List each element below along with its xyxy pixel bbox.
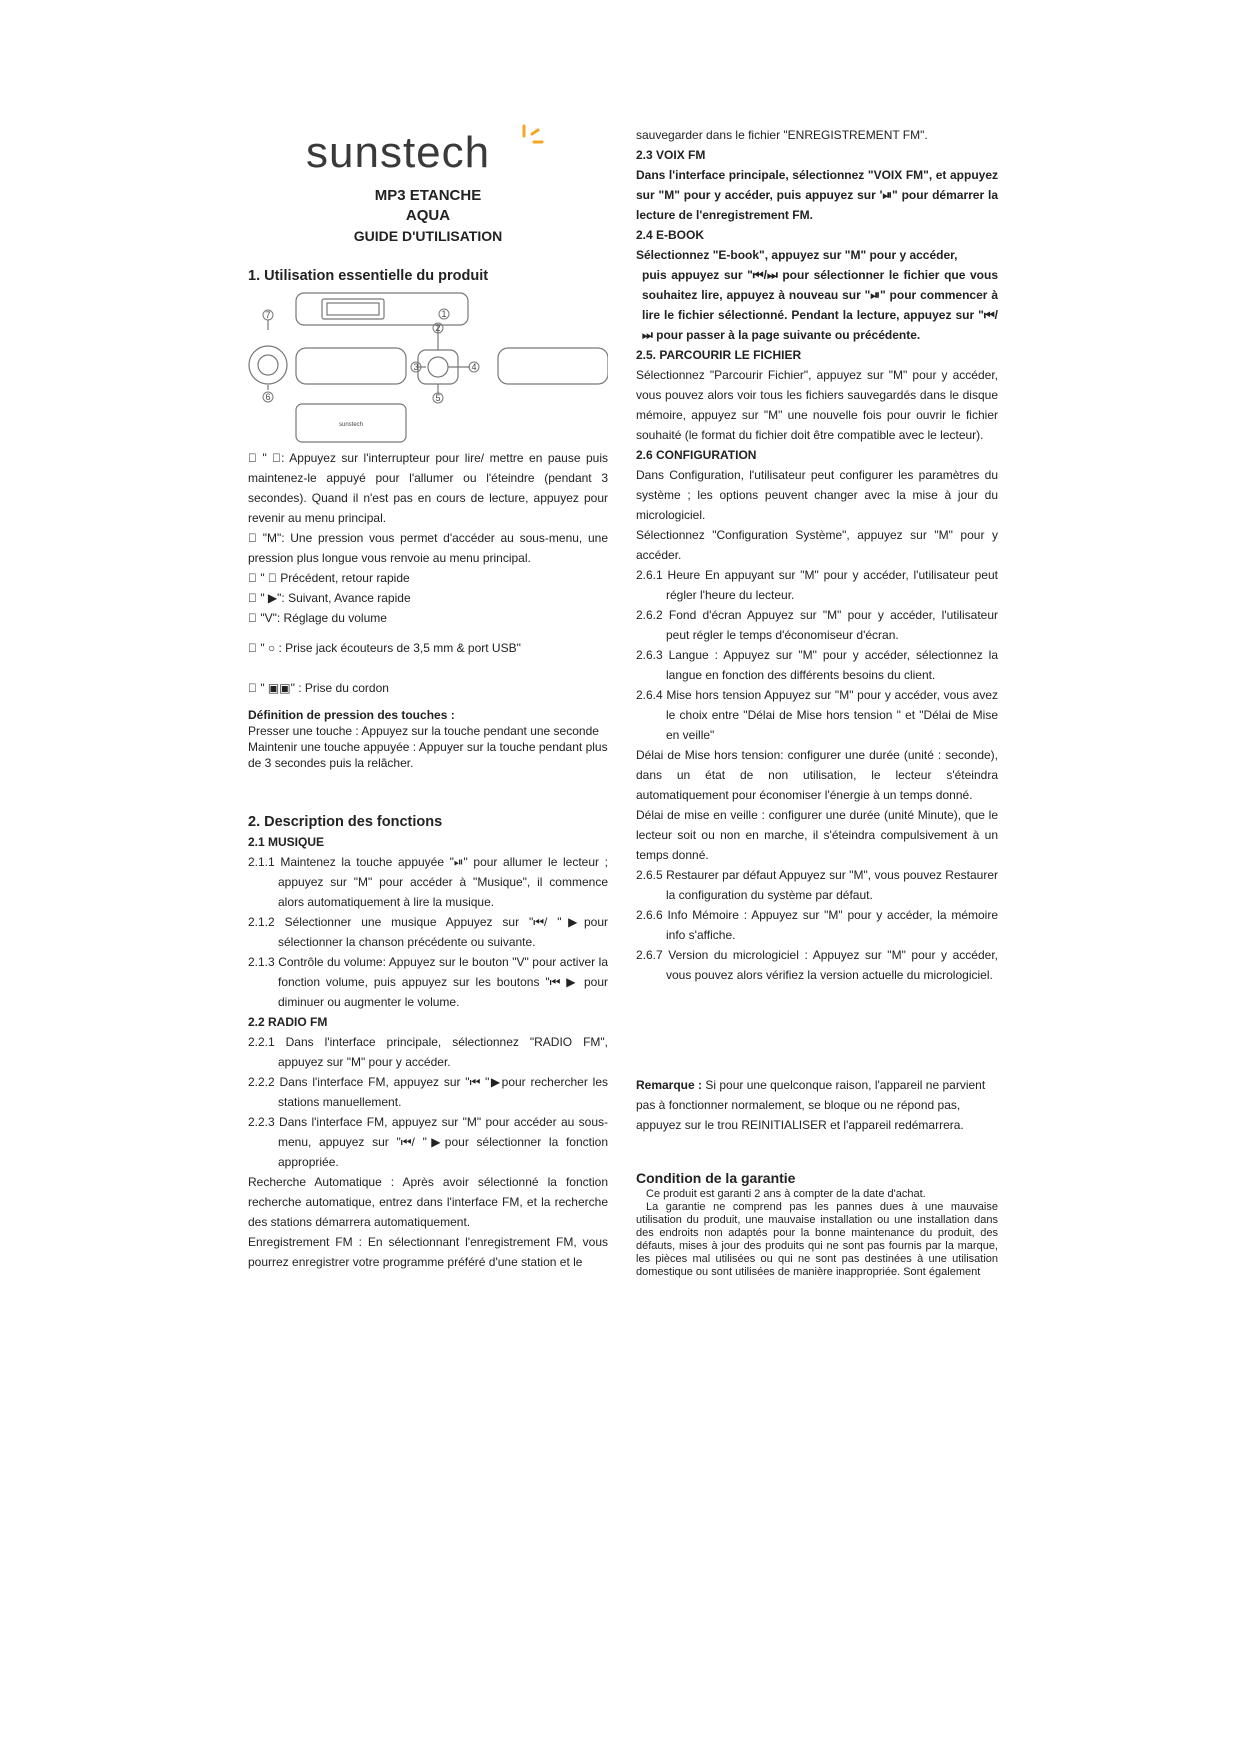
button-desc-m:   "M": Une pression vous permet d'accéder au sous-menu, une pression plus longue vous renvoie au menu principal. [248, 531, 608, 565]
garantie-body [636, 1188, 998, 1279]
button-desc-cord:   " ▣▣" : Prise du cordon [248, 681, 389, 695]
brand-logo [306, 128, 566, 178]
key-definitions [248, 707, 608, 771]
button-desc-play:   " ⏯: Appuyez sur l'interrupteur pour lire/ mettre en pause puis maintenez-le appuyé pour l'allumer ou l'éteindre (pendant 3 secondes). Quand il n'est pas en cours de lecture, appuyez pour revenir au menu principal. [248, 451, 608, 525]
config-delai-hors-tension: Délai de Mise hors tension: configurer une durée (unité : seconde), dans un état de non utilisation, le lecteur s'éteindra automatiquement pour économiser l'énergie à un temps donné. [636, 748, 998, 802]
config-item: 2.6.5 Restaurer par défaut Appuyez sur "M", vous pouvez Restaurer la configuration du système par défaut. [636, 868, 998, 902]
guide-title: GUIDE D'UTILISATION [353, 228, 503, 244]
voix-title: 2.3 VOIX FM [636, 148, 706, 162]
buttons-list [248, 448, 608, 698]
remarque-label: Remarque : [636, 1078, 703, 1092]
definition-hold: Maintenir une touche appuyée : Appuyer sur la touche pendant plus de 3 secondes puis la relâcher. [248, 740, 608, 770]
product-title: MP3 ETANCHE [374, 187, 482, 204]
garantie-duration: Ce produit est garanti 2 ans à compter de la date d'achat. [646, 1188, 926, 1200]
button-desc-prev:   " ⏮ Précédent, retour rapide [248, 571, 410, 585]
config-intro-select: Sélectionnez "Configuration Système", appuyez sur "M" pour y accéder. [636, 528, 998, 562]
diagram-callout-4: 4 [471, 362, 477, 372]
config-delai-veille: Délai de mise en veille : configurer une durée (unité Minute), que le lecteur soit ou non en marche, il s'éteindra compulsivement à un temps donné. [636, 808, 998, 862]
radio-item: 2.2.1 Dans l'interface principale, sélectionnez "RADIO FM", appuyez sur "M" pour y accéder. [248, 1035, 608, 1069]
musique-item: 2.1.2 Sélectionner une musique Appuyez sur "⏮/ "▶pour sélectionner la chanson précédente ou suivante. [248, 915, 608, 949]
diagram-callout-3: 3 [413, 362, 419, 372]
ebook-text: puis appuyez sur "⏮/⏭ pour sélectionner le fichier que vous souhaitez lire, appuyez à nouveau sur "⏯" pour commencer à lire le fichier sélectionné. Pendant la lecture, appuyez sur "⏮/⏭ pour passer à la page suivante ou précédente. [642, 268, 998, 342]
radio-auto-search: Recherche Automatique : Après avoir sélectionné la fonction recherche automatique, entrez dans l'interface FM, et la recherche des stations démarrera automatiquement. [248, 1175, 608, 1229]
diagram-callout-2: 2 [435, 323, 441, 333]
garantie-title: Condition de la garantie [636, 1170, 796, 1186]
ebook-title: 2.4 E-BOOK [636, 228, 705, 242]
radio-recording-continued: sauvegarder dans le fichier "ENREGISTREMENT FM". [636, 128, 928, 142]
garantie-text: La garantie ne comprend pas les pannes dues à une mauvaise utilisation du produit, une mauvaise installation ou une installation dans des endroits non adaptés pour la bonne maintenance du produit, des défauts, mises à jour des produits qui ne sont pas fournis par la marque, les pièces mal utilisées ou qui ne sont pas destinées à une utilisation domestique ou sont utilisées de manière inappropriée. Sont également [636, 1201, 998, 1278]
config-title: 2.6 CONFIGURATION [636, 448, 757, 462]
radio-recording: Enregistrement FM : En sélectionnant l'enregistrement FM, vous pourrez enregistrer votre programme préféré d'une station et le [248, 1235, 608, 1269]
product-subtitle: AQUA [405, 207, 451, 224]
musique-item: 2.1.1 Maintenez la touche appuyée "⏯" pour allumer le lecteur ; appuyez sur "M" pour accéder à "Musique", il commence alors automatiquement à lire la musique. [248, 855, 608, 909]
button-desc-next:   " ▶": Suivant, Avance rapide [248, 591, 411, 605]
remarque [636, 1075, 998, 1135]
config-item: 2.6.3 Langue : Appuyez sur "M" pour y accéder, sélectionnez la langue en fonction des différents besoins du client. [636, 648, 998, 682]
radio-item: 2.2.2 Dans l'interface FM, appuyez sur "⏮ "▶pour rechercher les stations manuellement. [248, 1075, 608, 1109]
radio-title: 2.2 RADIO FM [248, 1015, 328, 1029]
definition-press: Presser une touche : Appuyez sur la touche pendant une seconde [248, 724, 599, 738]
definition-title: Définition de pression des touches : [248, 708, 455, 722]
config-item: 2.6.2 Fond d'écran Appuyez sur "M" pour y accéder, l'utilisateur peut régler le temps d'économiseur d'écran. [636, 608, 998, 642]
voix-text: Dans l'interface principale, sélectionnez "VOIX FM", et appuyez sur "M" pour y accéder, puis appuyez sur '⏯" pour démarrer la lecture de l'enregistrement FM. [636, 168, 998, 222]
radio-item: 2.2.3 Dans l'interface FM, appuyez sur "M" pour accéder au sous-menu, appuyez sur "⏮/ "▶pour sélectionner la fonction appropriée. [248, 1115, 608, 1169]
device-diagram [248, 290, 608, 445]
musique-item: 2.1.3 Contrôle du volume: Appuyez sur le bouton "V" pour activer la fonction volume, puis appuyez sur les boutons "⏮ ▶ pour diminuer ou augmenter le volume. [248, 955, 608, 1009]
button-desc-jack:   " ○ : Prise jack écouteurs de 3,5 mm & port USB" [248, 641, 521, 655]
config-item: 2.6.6 Info Mémoire : Appuyez sur "M" pour y accéder, la mémoire info s'affiche. [636, 908, 998, 942]
musique-title: 2.1 MUSIQUE [248, 835, 325, 849]
button-desc-volume:   "V": Réglage du volume [248, 611, 387, 625]
config-item: 2.6.1 Heure En appuyant sur "M" pour y accéder, l'utilisateur peut régler l'heure du lecteur. [636, 568, 998, 602]
diagram-callout-7: 7 [265, 310, 271, 320]
logo-sun-rays-icon [514, 122, 548, 152]
diagram-callout-1: 1 [441, 309, 447, 319]
config-item: 2.6.4 Mise hors tension Appuyez sur "M" pour y accéder, vous avez le choix entre "Délai de Mise hors tension " et "Délai de Mise en veille" [636, 688, 998, 742]
diagram-callout-5: 5 [435, 393, 441, 403]
parcourir-title: 2.5. PARCOURIR LE FICHIER [636, 348, 802, 362]
functions-right [636, 125, 998, 985]
remarque-text: Si pour une quelconque raison, l'appareil ne parvient pas à fonctionner normalement, se bloque ou ne répond pas, appuyez sur le trou REINITIALISER et l'appareil redémarrera. [636, 1078, 986, 1132]
diagram-device-label: sunstech [338, 422, 364, 428]
ebook-text-line1: Sélectionnez "E-book", appuyez sur "M" pour y accéder, [636, 248, 958, 262]
functions-left [248, 832, 608, 1272]
diagram-callout-6: 6 [265, 392, 271, 402]
config-intro: Dans Configuration, l'utilisateur peut configurer les paramètres du système ; les options peuvent changer avec la mise à jour du micrologiciel. [636, 468, 998, 522]
config-item: 2.6.7 Version du micrologiciel : Appuyez sur "M" pour y accéder, vous pouvez alors vérifiez la version actuelle du micrologiciel. [636, 948, 998, 982]
parcourir-text: Sélectionnez "Parcourir Fichier", appuyez sur "M" pour y accéder, vous pouvez alors voir tous les fichiers sauvegardés dans le disque mémoire, appuyez sur "M" une nouvelle fois pour ouvrir le fichier souhaité (le format du fichier doit être compatible avec le lecteur). [636, 368, 998, 442]
section-2-title: 2. Description des fonctions [248, 814, 443, 830]
section-1-title: 1. Utilisation essentielle du produit [248, 268, 489, 284]
brand-wordmark: sunstech [306, 128, 491, 177]
